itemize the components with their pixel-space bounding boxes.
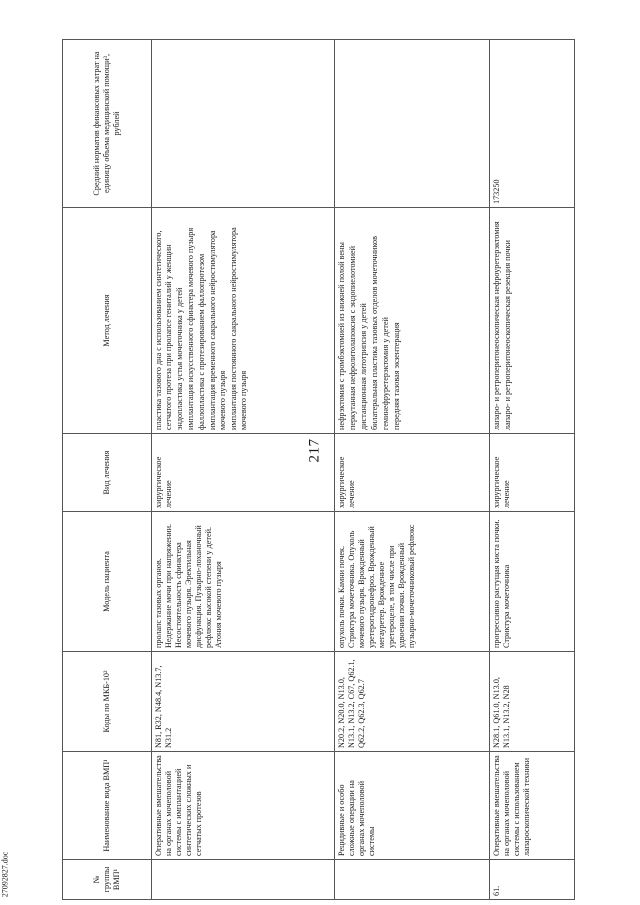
cell-codes: N28.1, Q61.0, N13.0, N13.1, N13.2, N28 [490,652,575,752]
method-item: имплантация постоянного сакрального нейростимулятора мочевого пузыря [229,227,248,430]
cell-treatment-type: хирургическое лечение [490,434,575,512]
vmp-table [62,39,575,900]
header-treatment-type: Вид лечения [63,434,152,512]
cell-group-no [335,860,490,900]
cell-name: Оперативные вмешательства на органах мочеполовой системы с использованием лапароскопической техники [490,752,575,860]
cell-treatment-type: хирургическое лечение [152,434,335,512]
cell-cost [152,40,335,208]
method-item: лапаро- и ретроперитонеоскопическая нефроуретерэктомия [492,221,501,430]
method-item: лапаро- и ретроперитонеоскопическая резекция почки [503,240,512,430]
table-row [335,40,490,900]
method-item: билатеральная пластика тазовых отделов мочеточников [370,236,379,430]
header-codes: Коды по МКБ-10² [63,652,152,752]
method-item: фаллопластика с протезированием фаллопротезом [197,253,206,430]
cell-patient-model: прогрессивно растущая киста почки. Стриктура мочеточника [490,512,575,652]
cell-group-no: 61. [490,860,575,900]
cell-cost [335,40,490,208]
table-row [152,40,335,900]
cell-patient-model: пролапс тазовых органов. Недержание мочи при напряжении. Несостоятельность сфинктера мочевого пузыря. Эректильная дисфункция. Пузырно-лоханочный рефлюкс высокой степени у детей. Атония мочевого пузыря [152,512,335,652]
header-name: Наименование вида ВМП¹ [63,752,152,860]
method-item: пластика тазового дна с использованием синтетического, сетчатого протеза при пролапсе гениталий у женщин [154,230,173,430]
cell-name: Оперативные вмешательства на органах мочеполовой системы с имплантацией синтетических сложных и сетчатых протезов [152,752,335,860]
cell-cost: 173250 [490,40,575,208]
cell-methods [152,208,335,434]
table-row [490,40,575,900]
cell-methods [335,208,490,434]
page-number: 217 [306,438,323,463]
header-cost: Средний норматив финансовых затрат на единицу объема медицинской помощи³, рублей [63,40,152,208]
rotated-table-wrapper [62,40,582,900]
header-patient-model: Модель пациента [63,512,152,652]
cell-codes: N20.2, N20.0, N13.0, N13.1, N13.2, C67, Q62.1, Q62.2, Q62.3, Q62.7 [335,652,490,752]
cell-treatment-type: хирургическое лечение [335,434,490,512]
method-item: передняя тазовая экзентерация [392,322,401,430]
cell-codes: N81, R32, N48.4, N13.7, N31.2 [152,652,335,752]
method-item: имплантация временного сакрального нейростимулятора мочевого пузыря [208,230,227,430]
method-item: перкутанная нефролитолапоксия с эндопиелотомией [348,246,357,430]
method-item: геминефруретерэктомия у детей [381,317,390,430]
table-header-row [63,40,152,900]
cell-name: Рецидивные и особо сложные операции на органах мочеполовой системы [335,752,490,860]
header-method: Метод лечения [63,208,152,434]
method-item: имплантация искусственного сфинктера мочевого пузыря [186,227,195,430]
document-id: 27092827.doc [0,851,10,898]
cell-group-no [152,860,335,900]
cell-methods [490,208,575,434]
header-group-no: № группы ВМП¹ [63,860,152,900]
method-item: нефрэктомия с тромбэктомией из нижней полой вены [337,242,346,430]
method-item: дистанционная литотрипсия у детей [359,303,368,430]
cell-patient-model: опухоль почки. Камни почек. Стриктура мочеточника. Опухоль мочевого пузыря. Врожденный уретерогидронефроз. Врожденный мегауретер. Врожденное уретероцеле, в том числе при удвоении почки. Врожденный пузырно-мочеточниковый рефлюкс [335,512,490,652]
method-item: эндопластика устья мочеточника у детей [175,287,184,430]
